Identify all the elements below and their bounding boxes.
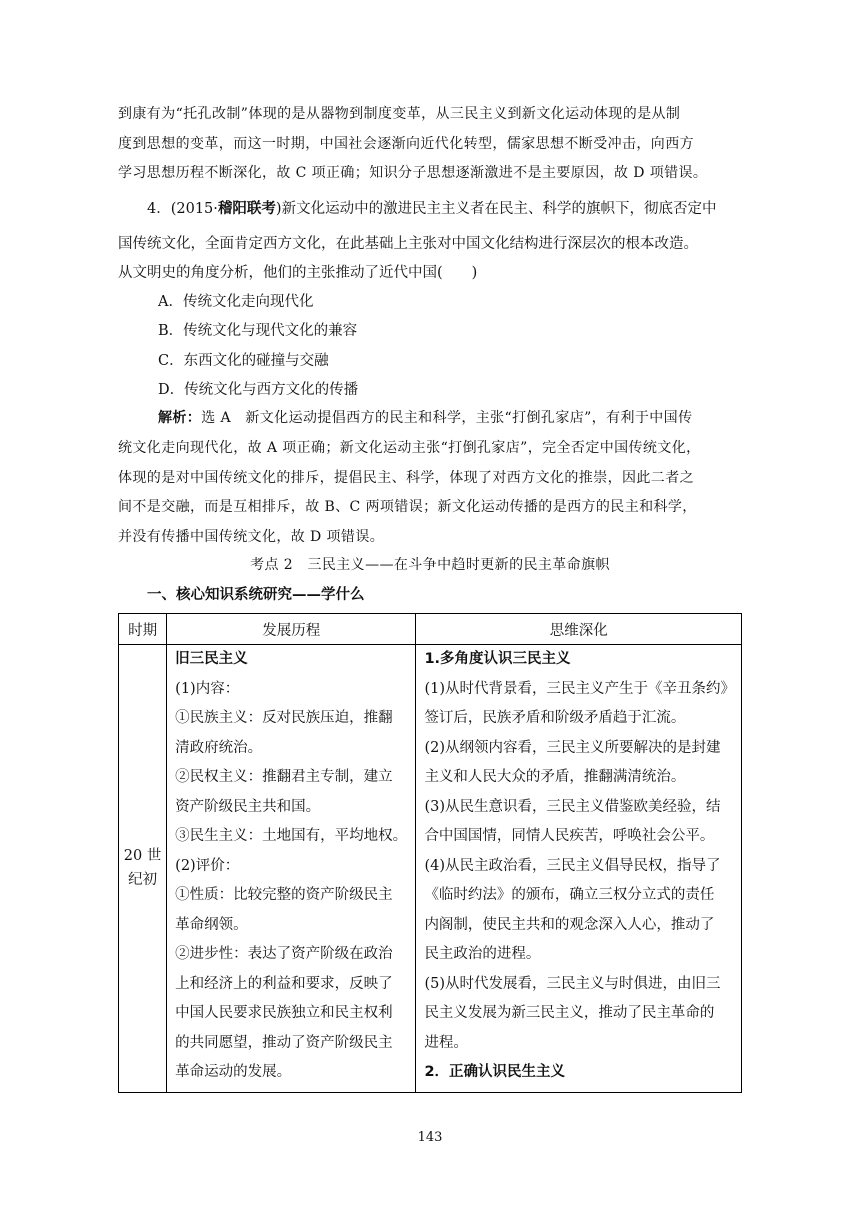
mid-line: 的共同愿望，推动了资产阶级民主	[175, 1034, 393, 1051]
section-title: 考点 2 三民主义——在斗争中趋时更新的民主革命旗帜	[250, 557, 610, 573]
right-line: 民主义发展为新三民主义，推动了民主革命的	[424, 1005, 715, 1021]
question-line-3: 从文明史的角度分析，他们的主张推动了近代中国( )	[118, 265, 478, 281]
analysis-line-1-rest: 选 A 新文化运动提倡西方的民主和科学，主张“打倒孔家店”，有利于中国传	[201, 410, 693, 426]
table-row	[119, 645, 742, 1093]
page-number: 143	[417, 1130, 443, 1145]
question-line-1	[147, 199, 717, 219]
thinking-cell	[416, 645, 742, 1093]
right-line: 民主政治的进程。	[424, 946, 541, 962]
mid-line: (1)内容：	[175, 680, 240, 697]
analysis-line-5: 并没有传播中国传统文化，故 D 项错误。	[118, 529, 385, 545]
intro-line-1: 到康有为“托孔改制”体现的是从器物到制度变革，从三民主义到新文化运动体现的是从制	[118, 106, 681, 122]
question-prefix: 4．(2015·	[147, 201, 218, 217]
option-d: D．传统文化与西方文化的传播	[158, 382, 359, 398]
option-a: A．传统文化走向现代化	[158, 294, 314, 310]
analysis-line-1	[158, 408, 692, 428]
period-cell	[119, 645, 167, 1093]
multi-angle-heading: 1.多角度认识三民主义	[424, 651, 571, 667]
analysis-line-3: 体现的是对中国传统文化的排斥，提倡民主、科学，体现了对西方文化的推崇，因此二者之	[118, 470, 694, 486]
knowledge-table	[118, 613, 742, 1093]
mid-line: 上和经济上的利益和要求，反映了	[175, 975, 393, 992]
development-cell	[167, 645, 416, 1093]
right-line: 主义和人民大众的矛盾，推翻满清统治。	[424, 769, 686, 785]
analysis-label: 解析：	[158, 410, 202, 426]
right-line: (2)从纲领内容看，三民主义所要解决的是封建	[424, 739, 721, 756]
right-line: 进程。	[424, 1034, 468, 1051]
mid-line: 中国人民要求民族独立和民主权利	[175, 1005, 393, 1021]
option-c: C．东西文化的碰撞与交融	[158, 353, 329, 369]
subsection-title: 一、核心知识系统研究——学什么	[147, 587, 365, 603]
mid-line: ②民权主义：推翻君主专制，建立	[175, 769, 393, 785]
mid-line: ②进步性：表达了资产阶级在政治	[175, 946, 393, 962]
right-line: (5)从时代发展看，三民主义与时俱进，由旧三	[424, 975, 721, 992]
period-line-1: 20 世	[123, 848, 162, 865]
mid-line: 革命运动的发展。	[175, 1064, 292, 1080]
mid-line: ①性质：比较完整的资产阶级民主	[175, 887, 393, 903]
intro-line-2: 度到思想的变革，而这一时期，中国社会逐渐向近代化转型，儒家思想不断受冲击，向西方	[118, 136, 694, 152]
question-line-1-rest: )新文化运动中的激进民主主义者在民主、科学的旗帜下，彻底否定中	[275, 201, 717, 217]
table-header-row	[119, 614, 742, 645]
mid-line: ③民生主义：土地国有，平均地权。	[175, 828, 408, 844]
header-period: 时期	[119, 614, 167, 645]
period-line-2: 纪初	[128, 872, 158, 889]
old-three-principles-heading: 旧三民主义	[175, 651, 248, 667]
right-line: (4)从民主政治看，三民主义倡导民权，指导了	[424, 857, 721, 874]
mid-line: 资产阶级民主共和国。	[175, 798, 321, 815]
intro-line-3: 学习思想历程不断深化，故 C 项正确；知识分子思想逐渐激进不是主要原因，故 D 项错误。	[118, 165, 708, 181]
mid-line: 革命纲领。	[175, 916, 248, 933]
right-line: 内阁制，使民主共和的观念深入人心，推动了	[424, 916, 715, 933]
header-development: 发展历程	[167, 614, 416, 645]
question-source: 稽阳联考	[217, 201, 276, 217]
option-b: B．传统文化与现代文化的兼容	[158, 323, 358, 339]
mid-line: (2)评价：	[175, 857, 240, 874]
analysis-line-2: 统文化走向现代化，故 A 项正确；新文化运动主张“打倒孔家店”，完全否定中国传统文化，	[118, 440, 701, 456]
analysis-line-4: 间不是交融，而是互相排斥，故 B、C 两项错误；新文化运动传播的是西方的民主和科学，	[118, 499, 697, 515]
question-line-2: 国传统文化，全面肯定西方文化，在此基础上主张对中国文化结构进行深层次的根本改造。	[118, 236, 698, 252]
header-thinking: 思维深化	[416, 614, 742, 645]
right-line: 《临时约法》的颁布，确立三权分立式的责任	[424, 887, 715, 903]
right-line: 签订后，民族矛盾和阶级矛盾趋于汇流。	[424, 710, 686, 726]
mid-line: ①民族主义：反对民族压迫，推翻	[175, 710, 393, 726]
mid-line: 清政府统治。	[175, 739, 263, 756]
livelihood-heading: 2．正确认识民生主义	[424, 1064, 566, 1080]
right-line: (1)从时代背景看，三民主义产生于《辛丑条约》	[424, 680, 735, 697]
right-line: (3)从民生意识看，三民主义借鉴欧美经验，结	[424, 798, 721, 815]
right-line: 合中国国情，同情人民疾苦，呼唤社会公平。	[424, 828, 715, 844]
